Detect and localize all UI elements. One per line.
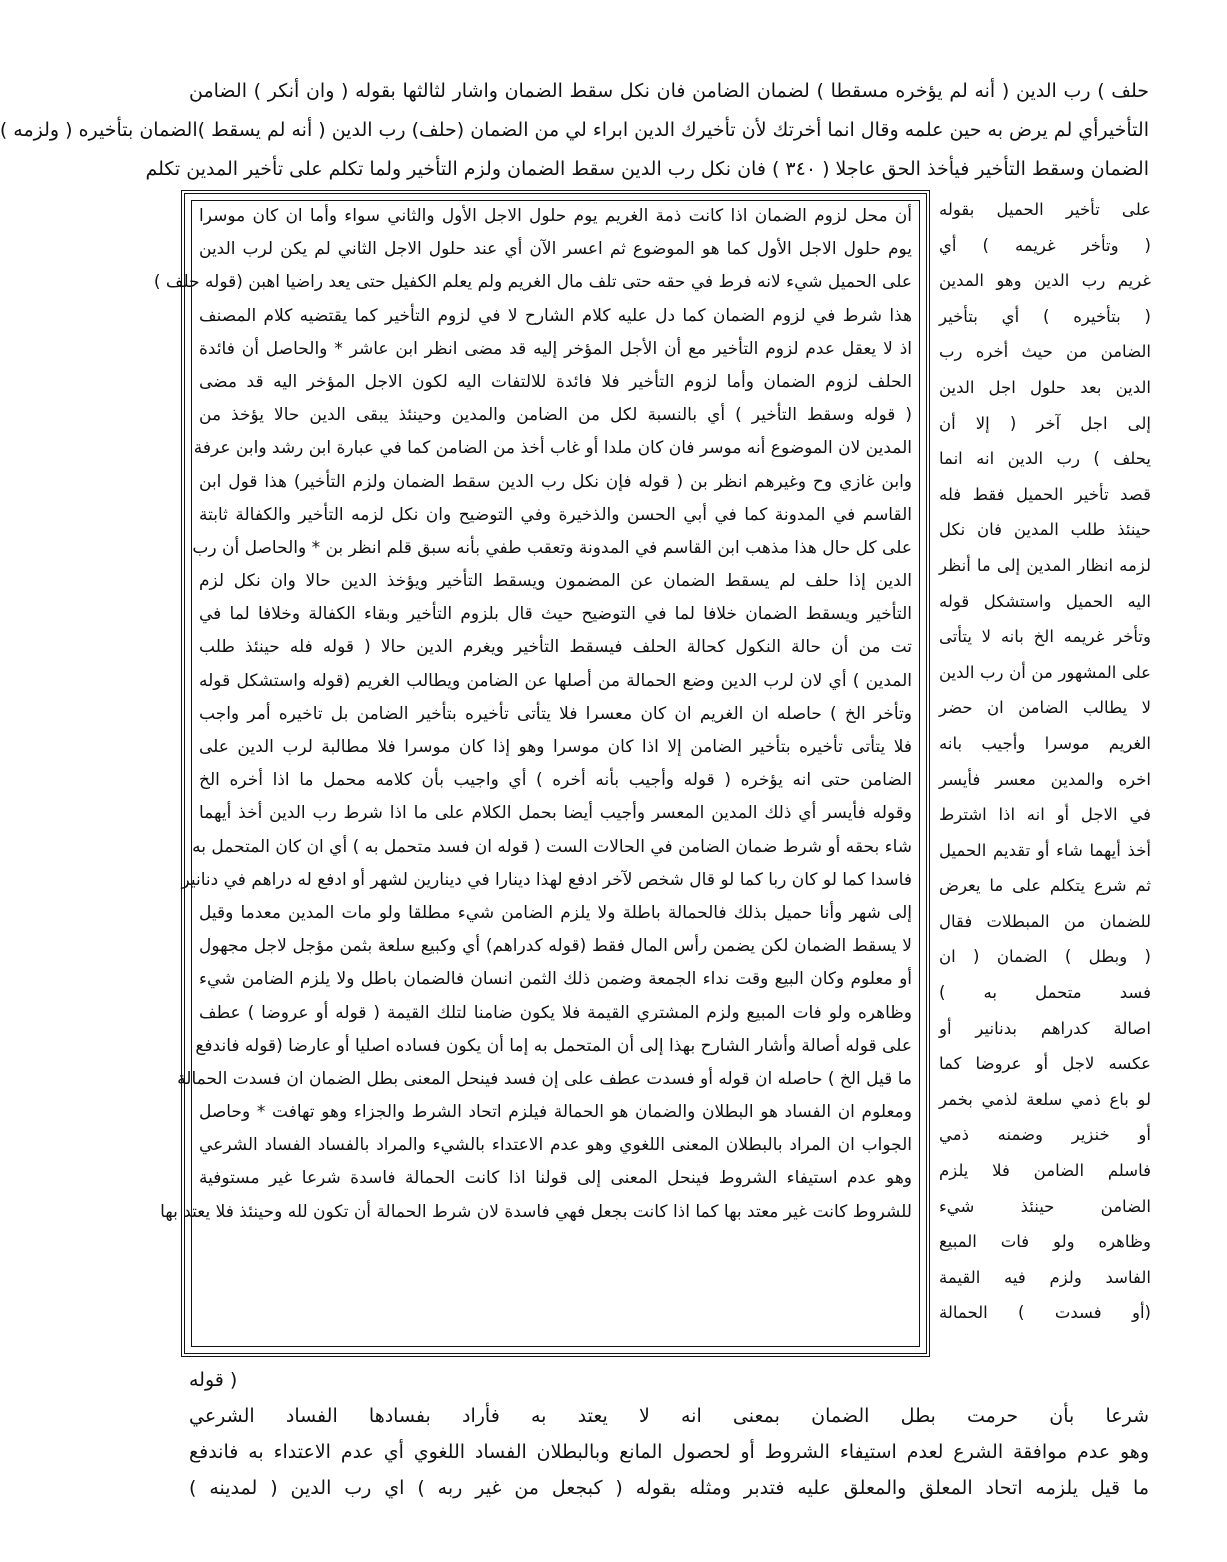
commentary-line: إلى شهر وأنا حميل بذلك فالحمالة باطلة ولا يلزم الضامن شيء مطلقا ولو مات المدين معدما وقيل: [199, 902, 912, 923]
commentary-line: الدين إذا حلف لم يسقط الضمان عن المضمون ويسقط التأخير ويؤخذ الدين حالا وان نكل لزم: [199, 571, 912, 592]
side-line: على تأخير الحميل بقوله: [939, 200, 1151, 219]
side-line: فسد متحمل به ): [939, 983, 1151, 1003]
side-line: حينئذ طلب المدين فان نكل: [939, 520, 1151, 540]
commentary-line: أن محل لزوم الضمان اذا كانت ذمة الغريم يوم حلول الاجل الأول والثاني سواء وأما ان كان موسرا: [199, 206, 912, 226]
side-line: للضمان من المبطلات فقال: [939, 911, 1151, 931]
side-line: ( بتأخيره ) أي بتأخير: [939, 306, 1151, 326]
footer-line-2: شرعا بأن حرمت بطل الضمان بمعنى انه لا يعتد به فأراد بفسادها الفساد الشرعي: [189, 1405, 1149, 1427]
commentary-line: على كل حال هذا مذهب ابن القاسم في المدونة وتعقب طفي بأنه سبق قلم انظر بن * والحاصل أن رب: [192, 537, 912, 558]
side-line: الضامن من حيث أخره رب: [939, 342, 1151, 362]
commentary-line: فلا يتأتى تأخيره بتأخير الضامن إلا اذا كان موسرا وهو إذا كان موسرا فلا مطالبة لرب الدين على: [199, 737, 912, 757]
commentary-line: ما قيل الخ ) حاصله ان قوله أو فسدت عطف على إن فسد فينحل المعنى بطل الضمان ان فسدت الحمالة: [177, 1068, 912, 1089]
side-line: في الاجل أو انه اذا اشترط: [939, 805, 1151, 825]
commentary-line: وتأخر الخ ) حاصله ان الغريم ان كان معسرا فلا يتأتى تأخيره بتأخير الضامن بل تاخيره أمر واجب: [199, 703, 912, 724]
commentary-line: شاء بحقه أو شرط ضمان الضامن في الحالات الست ( قوله ان فسد متحمل به ) أي ان كان المتحمل به: [192, 836, 912, 857]
commentary-line: ومعلوم ان الفساد هو البطلان والضمان هو الحمالة فيلزم اتحاد الشرط والجزاء وهو تهافت * وحاصل: [199, 1102, 912, 1123]
commentary-line: وابن غازي وح وغيرهم انظر بن ( قوله فإن نكل رب الدين سقط الضمان ولزم التأخير) هذا قول ابن: [199, 471, 912, 492]
header-line-1: حلف ) رب الدين ( أنه لم يؤخره مسقطا ) لضمان الضامن فان نكل سقط الضمان واشار لثالثها بقوله ( وان أنكر ) الضامن: [189, 80, 1149, 102]
commentary-line: هذا شرط في لزوم الضمان كما دل عليه كلام الشارح لا في لزوم التأخير كما يقتضيه كلام المصنف: [199, 305, 912, 326]
side-line: قصد تأخير الحميل فقط فله: [939, 484, 1151, 504]
commentary-line: فاسدا كما لو كان ربا كما لو قال شخص لآخر ادفع لهذا دينارا في دينارين لشهر أو ادفع له دراهم في دنانير: [181, 869, 912, 890]
side-line: إلى اجل آخر ( إلا أن: [939, 413, 1151, 433]
commentary-line: وقوله فأيسر أي ذلك المدين المعسر وأجيب أيضا بحمل الكلام على ما اذا شرط رب الدين أخذ أيهما: [199, 803, 912, 824]
side-line: ( وتأخر غريمه ) أي: [939, 235, 1151, 255]
commentary-line: تت من أن حالة النكول كحالة الحلف فيسقط التأخير ويغرم الدين حالا ( قوله فله حينئذ طلب: [199, 637, 912, 658]
commentary-line: أو معلوم وكان البيع وقت نداء الجمعة وضمن ذلك الثمن انسان فالضمان باطل ولا يلزم الضامن شيء: [199, 969, 912, 990]
commentary-block: [153, 200, 912, 1229]
header-line-2: التأخيرأي لم يرض به حين علمه وقال انما أخرتك لأن تأخيرك الدين ابراء لي من الضمان (حلف) رب الدين ( أنه لم يسقط )الضمان بتأخيره ( ولزمه ): [0, 119, 1149, 141]
commentary-line: وظاهره ولو فات المبيع ولزم المشتري القيمة فلا يكون ضامنا لتلك القيمة ( قوله أو عروضا ) عطف: [199, 1002, 912, 1023]
footer-line-4: ما قيل يلزمه اتحاد المعلق والمعلق عليه فتدبر ومثله بقوله ( كبجعل من غير ربه ) اي رب الدين ( لمدينه ): [189, 1477, 1149, 1499]
side-line: فاسلم الضامن فلا يلزم: [939, 1161, 1151, 1181]
commentary-line: الضامن حتى انه يؤخره ( قوله وأجيب بأنه أخره ) أي واجيب بأن كلامه محمل ما اذا أخره الخ: [199, 770, 912, 791]
side-line: الغريم موسرا وأجيب بانه: [939, 733, 1151, 753]
side-line: اصالة كدراهم بدنانير أو: [939, 1018, 1151, 1038]
header-line-3: الضمان وسقط التأخير فيأخذ الحق عاجلا ( ٣٤٠ ) فان نكل رب الدين سقط الضمان ولزم التأخير ولما تكلم على تأخير المدين تكلم: [145, 158, 1149, 180]
side-line: (أو فسدت ) الحمالة: [939, 1303, 1151, 1323]
commentary-line: يوم حلول الاجل الأول كما هو الموضوع ثم اعسر الآن أي عند حلول الاجل الثاني لم يكن لرب الدين: [199, 239, 912, 260]
commentary-line: المدين ) أي لان لرب الدين وضع الحمالة من أصلها عن الضامن ويطالب الغريم (قوله واستشكل قوله: [199, 670, 912, 691]
side-line: عكسه لاجل أو عروضا كما: [939, 1054, 1151, 1074]
footer-line-3: وهو عدم موافقة الشرع لعدم استيفاء الشروط أو لحصول المانع وبالبطلان الفساد اللغوي أي عدم الاعتداء به فاندفع: [189, 1441, 1149, 1463]
commentary-line: الجواب ان المراد بالبطلان المعنى اللغوي وهو عدم الاعتداء بالشيء والمراد بالفساد الفساد الشرعي: [199, 1135, 912, 1156]
side-line: أو خنزير وضمنه ذمي: [939, 1125, 1151, 1145]
commentary-line: القاسم في المدونة كما في أبي الحسن والذخيرة وفي التوضيح وان نكل لزمه التأخير والكفالة ثابتة: [199, 504, 912, 525]
side-line: غريم رب الدين وهو المدين: [939, 271, 1151, 291]
commentary-line: ( قوله وسقط التأخير ) أي بالنسبة لكل من الضامن والمدين وحينئذ يبقى الدين حالا يؤخذ من: [199, 405, 912, 426]
side-line: لو باع ذمي سلعة لذمي بخمر: [939, 1089, 1151, 1109]
side-line: اليه الحميل واستشكل قوله: [939, 591, 1151, 611]
side-line: لا يطالب الضامن ان حضر: [939, 698, 1151, 718]
commentary-line: لا يسقط الضمان لكن يضمن رأس المال فقط (قوله كدراهم) أي وكبيع سلعة بثمن مؤجل لاجل مجهول: [199, 936, 912, 957]
commentary-line: للشروط كانت غير معتد بها كما اذا كانت بجعل فهي فاسدة لان شرط الحمالة أن تكون لله وحينئذ فلا يعتد بها: [160, 1201, 912, 1222]
side-line: على المشهور من أن رب الدين: [939, 662, 1151, 682]
footer-line-1: ( قوله: [189, 1369, 238, 1391]
side-line: أخذ أيهما شاء أو تقديم الحميل: [939, 840, 1151, 860]
side-line: الدين بعد حلول اجل الدين: [939, 377, 1151, 397]
side-line: وتأخر غريمه الخ بانه لا يتأتى: [939, 627, 1151, 647]
commentary-line: الحلف لزوم الضمان وأما لزوم التأخير فلا فائدة للالتفات اليه لكون الاجل المؤخر اليه قد مضى: [199, 371, 912, 392]
commentary-line: على الحميل شيء لانه فرط في حقه حتى تلف مال الغريم ولم يعلم الكفيل حتى يعد راضيا اهبن (قوله حلف ): [153, 272, 912, 293]
side-line: الفاسد ولزم فيه القيمة: [939, 1267, 1151, 1287]
side-line: ثم شرع يتكلم على ما يعرض: [939, 876, 1151, 896]
side-line: اخره والمدين معسر فأيسر: [939, 769, 1151, 789]
side-line: ( وبطل ) الضمان ( ان: [939, 947, 1151, 967]
side-line: الضامن حينئذ شيء: [939, 1196, 1151, 1216]
side-line: لزمه انظار المدين إلى ما أنظر: [939, 555, 1151, 575]
side-column: [939, 192, 1151, 1331]
commentary-line: اذ لا يعقل عدم لزوم التأخير مع أن الأجل المؤخر إليه قد مضى انظر ابن عاشر * والحاصل أن فائدة: [199, 338, 912, 359]
commentary-line: على قوله أصالة وأشار الشارح بهذا إلى أن المتحمل به إما أن يكون فساده اصليا أو عارضا (قوله فاندفع: [195, 1035, 912, 1056]
commentary-line: التأخير ويسقط الضمان خلافا لما في التوضيح حيث قال بلزوم التأخير وبقاء الكفالة وخلافا لما في: [199, 604, 912, 625]
side-line: يحلف ) رب الدين انه انما: [939, 449, 1151, 469]
side-line: وظاهره ولو فات المبيع: [939, 1232, 1151, 1252]
commentary-line: المدين لان الموضوع أنه موسر فان كان ملدا أو غاب أخذ من الضامن كما في عبارة ابن رشد وابن عرفة: [193, 438, 912, 459]
commentary-line: وهو عدم استيفاء الشروط فينحل المعنى إلى قولنا اذا كانت الحمالة فاسدة شرعا غير مستوفية: [199, 1168, 912, 1189]
